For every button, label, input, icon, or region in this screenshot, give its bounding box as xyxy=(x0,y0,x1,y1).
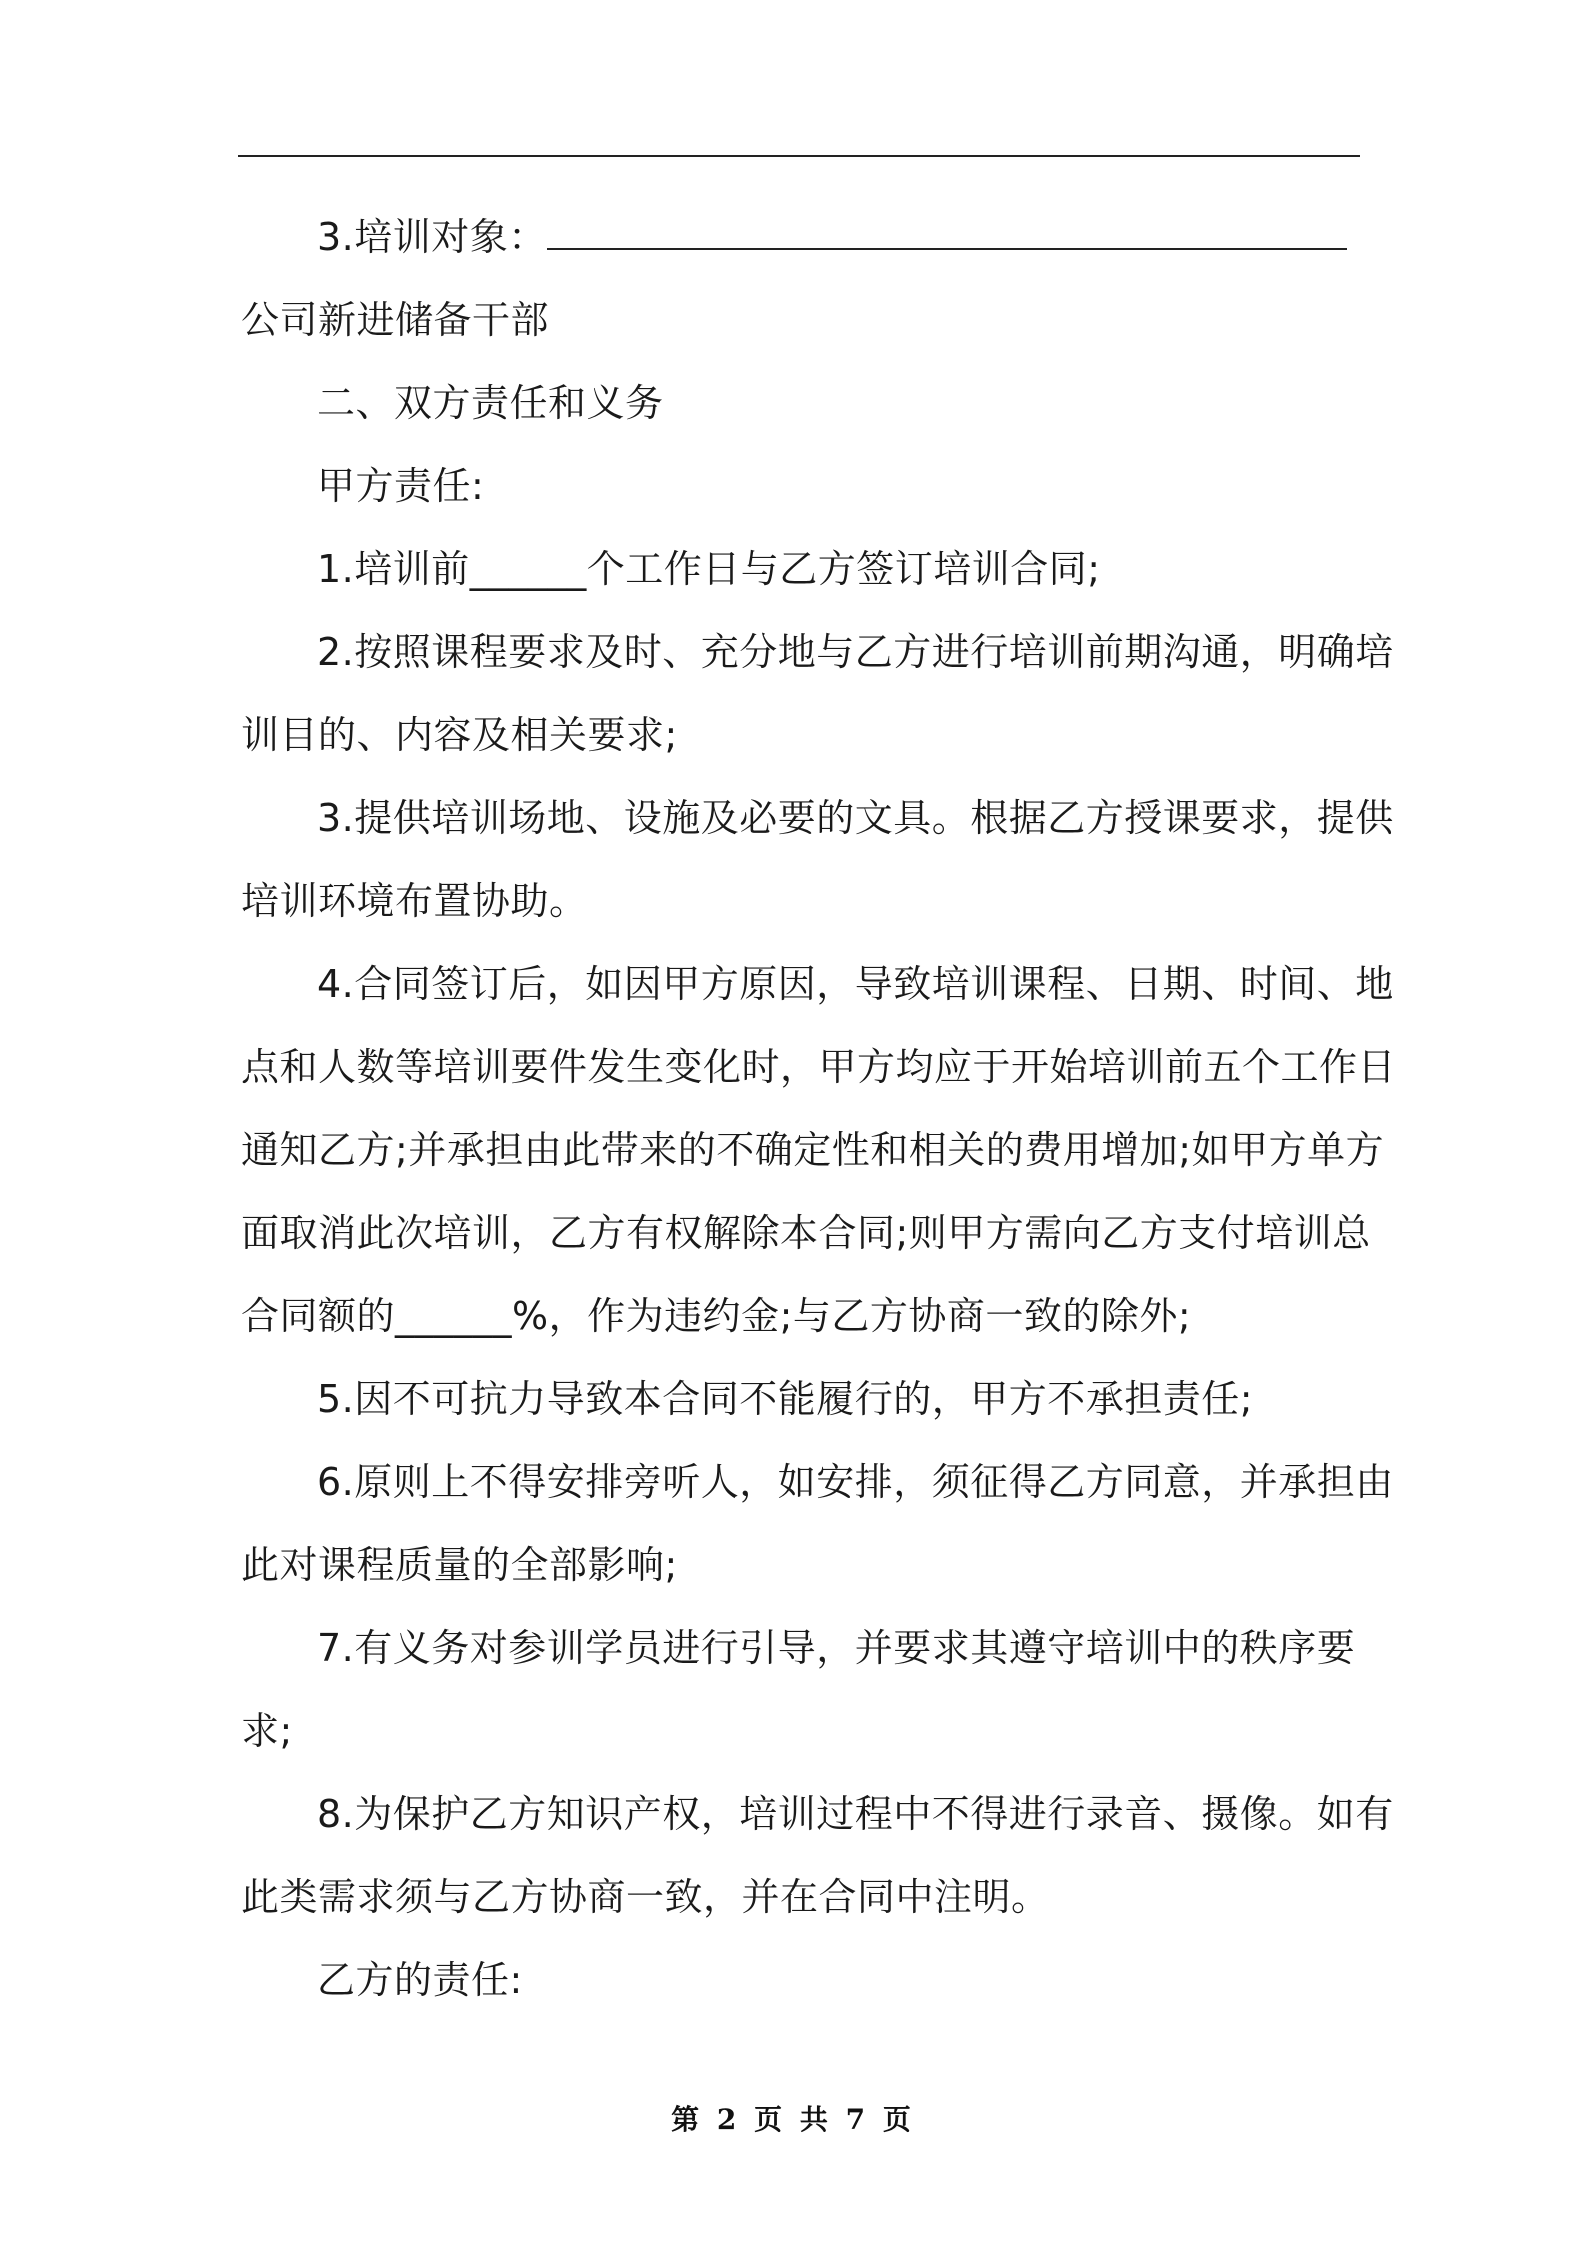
clause-1-prefix: 1.培训前 xyxy=(317,547,470,591)
clause-5: 5.因不可抗力导致本合同不能履行的，甲方不承担责任; xyxy=(317,1377,1254,1421)
document-body xyxy=(241,196,1397,2022)
page-number: 第 2 页 共 7 页 xyxy=(671,2103,915,2136)
party-a-label: 甲方责任: xyxy=(317,464,485,508)
training-target-line xyxy=(241,196,1359,279)
clause-4-line-5-blank: ______ xyxy=(395,1294,513,1338)
clause-8-line-1: 8.为保护乙方知识产权，培训过程中不得进行录音、摄像。如有 xyxy=(317,1792,1394,1836)
party-b-label: 乙方的责任: xyxy=(317,1958,523,2002)
clause-3-line-2: 培训环境布置协助。 xyxy=(241,879,588,923)
clause-3-line-1: 3.提供培训场地、设施及必要的文具。根据乙方授课要求，提供 xyxy=(317,796,1394,840)
clause-4-line-3: 通知乙方;并承担由此带来的不确定性和相关的费用增加;如甲方单方 xyxy=(241,1128,1385,1172)
training-target-label: 3.培训对象： xyxy=(317,215,547,259)
training-target-value: 公司新进储备干部 xyxy=(241,298,550,342)
training-target-blank xyxy=(547,218,1347,250)
clause-4-line-5-suffix: %，作为违约金;与乙方协商一致的除外; xyxy=(512,1294,1192,1338)
clause-1-blank: ______ xyxy=(469,547,587,591)
clause-1-suffix: 个工作日与乙方签订培训合同; xyxy=(586,547,1101,591)
clause-4-line-2: 点和人数等培训要件发生变化时，甲方均应于开始培训前五个工作日 xyxy=(241,1045,1397,1089)
header-divider xyxy=(238,155,1360,157)
clause-8-line-2: 此类需求须与乙方协商一致，并在合同中注明。 xyxy=(241,1875,1050,1919)
clause-2-line-1: 2.按照课程要求及时、充分地与乙方进行培训前期沟通，明确培 xyxy=(317,630,1394,674)
clause-6-line-1: 6.原则上不得安排旁听人，如安排，须征得乙方同意，并承担由 xyxy=(317,1460,1394,1504)
clause-7-line-1: 7.有义务对参训学员进行引导，并要求其遵守培训中的秩序要 xyxy=(317,1626,1356,1670)
clause-4-line-5 xyxy=(241,1275,1359,1358)
clause-4-line-5-prefix: 合同额的 xyxy=(241,1294,396,1338)
section-heading-duties: 二、双方责任和义务 xyxy=(317,381,664,425)
clause-4-line-4: 面取消此次培训，乙方有权解除本合同;则甲方需向乙方支付培训总 xyxy=(241,1211,1371,1255)
clause-7-line-2: 求; xyxy=(241,1709,293,1753)
clause-6-line-2: 此对课程质量的全部影响; xyxy=(241,1543,678,1587)
clause-2-line-2: 训目的、内容及相关要求; xyxy=(241,713,678,757)
clause-1 xyxy=(241,528,1359,611)
clause-4-line-1: 4.合同签订后，如因甲方原因，导致培训课程、日期、时间、地 xyxy=(317,962,1394,1006)
